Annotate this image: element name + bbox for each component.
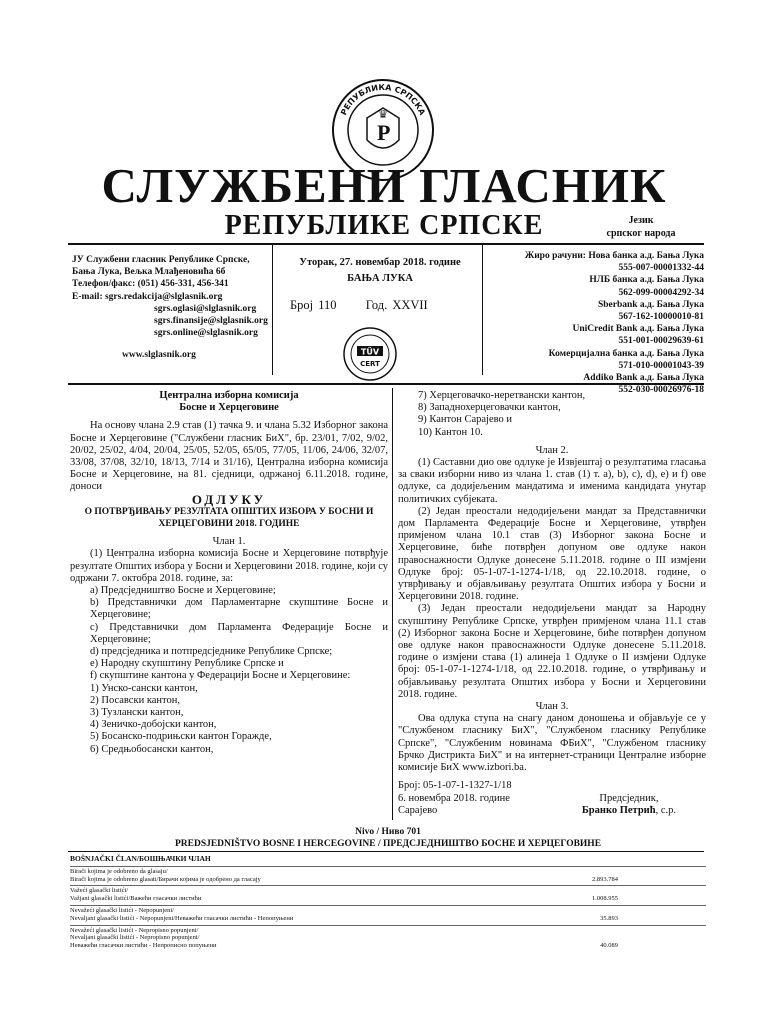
- canton-item: 9) Кантон Сарајево и: [418, 414, 512, 426]
- certification-logo: [342, 326, 398, 382]
- language-note: Језик српског народа: [606, 215, 676, 239]
- bank-accounts: Жиро рачуни: Нова банка а.д. Бања Лука 555-007-00001332-44 НЛБ банка а.д. Бања Лука 562-099-00004292-34 Sberbank а.д. Бања Лука 567-162-10000010-81 UniCredit Bank а.д. Бања Лука 551-001-00029639-61 Комерцијална банка а.д. Бања Лука 571-010-00001043-39 Addiko Bank а.д. Бања Лука 552-030-00026976-18: [524, 251, 704, 396]
- table-row: Važeći glasački listići/: [70, 885, 706, 895]
- authority-name: Централна изборна комисија: [159, 390, 299, 401]
- seal-text: РЕПУБЛИКА СРПСКА: [339, 82, 427, 117]
- document-number: Број: 05-1-07-1-1327-1/18: [398, 780, 512, 792]
- results-level: Nivo / Ниво 701: [355, 827, 421, 837]
- list-item: c) Представнички дом Парламента Федерације Босне и Херцеговине;: [90, 621, 388, 645]
- canton-item: 3) Тузлански кантон,: [90, 707, 184, 719]
- canton-item: 4) Зеничко-добојски кантон,: [90, 719, 217, 731]
- issue-date: Уторак, 27. новембар 2018. године: [299, 257, 461, 268]
- table-row: Birači kojima je odobreno glasati/Бирачи којима је одобрено да гласају 2.893.784: [70, 875, 618, 883]
- canton-item: 2) Посавски кантон,: [90, 694, 180, 706]
- results-title: PREDSJEDNIŠTVO BOSNE I HERCEGOVINE / ПРЕДСЈЕДНИШТВО БОСНЕ И ХЕРЦЕГОВИНЕ: [174, 838, 602, 849]
- issue-year: Год. XXVII: [365, 298, 428, 312]
- canton-item: 6) Средњобосански кантон,: [90, 743, 214, 755]
- results-section: BOŠNJAČKI ČLAN/БОШЊАЧКИ ЧЛАН: [70, 854, 211, 863]
- table-row: Birači kojima je odobreno da glasaju/: [70, 866, 706, 876]
- issue-number: Број 110: [290, 298, 337, 312]
- column-divider: [392, 388, 393, 820]
- table-row: Nevaljani glasački listići - Nepopunjeni/Неважећи гласачки листићи - Непопуњени 35.893: [70, 914, 618, 922]
- header-rule-bottom: [68, 383, 704, 385]
- gazette-title: СЛУЖБЕНИ ГЛАСНИК: [101, 158, 667, 213]
- right-column: 7) Херцеговачко-неретвански кантон, 8) Западнохерцеговачки кантон, 9) Кантон Сарајево и 10) Кантон 10. Члан 2. (1) Саставни дио ове одлуке је Извјештај о резултатима гласања за сваки изборни ниво из члана 1. став (1) т. а), b), c), d), е) и f) ове одлуке, са додијељеним мандатима и именима кандидата унутар политичких субјеката. (2) Један преостали недодијељени мандат за Представнички дом Парламента Федерације Босне и Херцеговине, утврђен примјеном члана 10.1 став (3) Изборног закона Босне и Херцеговине, биће потврђен допуном ове одлуке након правоснажности Одлуке донесене 5.11.2018. године о III измјени Одлуке број: 05-1-07-1-1274-1/18, од 22.10.2018. године, о утврђивању и објављивању резултата Општих избора у Босни и Херцеговини 2018. године. (3) Један преостали недодијељени мандат за Народну скупштину Републике Српске, утврђен примјеном члана 11.1 став (2) Изборног закона Босне и Херцеговине, биће потврђен допуном ове одлуке након правоснажности Одлуке донесене 5.11.2018. године о измјени става (1) алинеја 1 Одлуке о II измјени Одлуке број: 05-1-07-1-1274-1/18, од 22.10.2018. године, о утврђивању и објављивању резултата Општих избора у Босни и Херцеговини 2018. године. Члан 3. Ова одлука ступа на снагу даном доношења и објављује се у "Службеном гласнику БиХ", "Службеном гласнику Републике Српске", "Службеним новинама ФБиХ", "Службеном гласнику Брчко Дистрикта БиХ" и на интернет-страници Централне изборне комисије БиХ www.izbori.ba. Број: 05-1-07-1-1327-1/18 6. новембра 2018. године Сарајево Предсједник, Бранко Петрић, с.р.: [398, 390, 706, 816]
- list-item: b) Представнички дом Парламентарне скупштине Босне и Херцеговине;: [90, 597, 388, 621]
- table-row: Nevaljani glasački listići - Nepropisno popunjeni/: [70, 934, 200, 942]
- list-item: d) предсједника и потпредсједнике Републике Српске;: [90, 646, 333, 658]
- article-1-heading: Члан 1.: [212, 536, 246, 548]
- decision-title: О ПОТВРЂИВАЊУ РЕЗУЛТАТА ОПШТИХ ИЗБОРА У БОСНИ И ХЕРЦЕГОВИНИ 2018. ГОДИНЕ: [84, 506, 374, 530]
- list-item: а) Предсједништво Босне и Херцеговине;: [90, 585, 276, 597]
- results-header: [70, 827, 706, 850]
- issue-city: БАЊА ЛУКА: [347, 273, 413, 284]
- gazette-subtitle: РЕПУБЛИКЕ СРПСКЕ: [224, 210, 544, 241]
- signature-block: Број: 05-1-07-1-1327-1/18 6. новембра 2018. године Сарајево Предсједник, Бранко Петрић, с.р.: [398, 780, 676, 816]
- divider-right: [482, 244, 483, 375]
- table-row: Nevažeći glasački listići - Nepopunjeni/: [70, 905, 706, 915]
- issue-info: [282, 256, 478, 313]
- table-row: Nevažeći glasački listići - Nepropisno popunjeni/: [70, 925, 706, 935]
- divider-left: [272, 244, 273, 375]
- left-column: Централна изборна комисија Босне и Херцеговине На основу члана 2.9 став (1) тачка 9. и члана 5.32 Изборног закона Босне и Херцеговине ("Службени гласник БиХ", бр. 23/01, 7/02, 9/02, 20/02, 25/02, 4/04, 20/04, 25/05, 52/05, 65/05, 77/05, 11/06, 24/06, 32/07, 33/08, 37/08, 32/10, 18/13, 7/14 и 31/16), Централна изборна комисија Босне и Херцеговине, на 81. сједници, одржаној 6.11.2018. године, доноси ОДЛУКУ О ПОТВРЂИВАЊУ РЕЗУЛТАТА ОПШТИХ ИЗБОРА У БОСНИ И ХЕРЦЕГОВИНИ 2018. ГОДИНЕ Члан 1. (1) Централна изборна комисија Босне и Херцеговине потврђује резултате Општих избора у Босни и Херцеговини 2018. године, који су одржани 7. октобра 2018. године, за: а) Предсједништво Босне и Херцеговине; b) Представнички дом Парламентарне скупштине Босне и Херцеговине; c) Представнички дом Парламента Федерације Босне и Херцеговине; d) предсједника и потпредсједнике Републике Српске; е) Народну скупштину Републике Српске и f) скупштине кантона у Федерацији Босне и Херцеговине: 1) Унско-сански кантон, 2) Посавски кантон, 3) Тузлански кантон, 4) Зеничко-добојски кантон, 5) Босанско-подрињски кантон Горажде, 6) Средњобосански кантон,: [70, 390, 388, 755]
- results-rule: [68, 851, 704, 852]
- canton-item: 8) Западнохерцеговачки кантон,: [418, 402, 561, 414]
- list-item: е) Народну скупштину Републике Српске и: [90, 658, 284, 670]
- website-link[interactable]: www.slglasnik.org: [122, 350, 196, 361]
- canton-item: 5) Босанско-подрињски кантон Горажде,: [90, 731, 272, 743]
- svg-text:♛: ♛: [378, 109, 388, 121]
- cert-text: TÜV: [360, 347, 380, 357]
- results-table: [70, 855, 706, 950]
- list-item: f) скупштине кантона у Федерацији Босне и Херцеговине:: [90, 670, 351, 682]
- decision-word: ОДЛУКУ: [191, 491, 267, 507]
- publisher-info: ЈУ Службени гласник Републике Српске, Бања Лука, Вељка Млађеновића 6б Телефон/факс: (051) 456-331, 456-341 E-mail: sgrs.redakcija@slglasnik.org sgrs.oglasi@slglasnik.org sgrs.finansije@slglasnik.org sgrs.online@slglasnik.org www.slglasnik.org: [72, 255, 268, 361]
- canton-item: 7) Херцеговачко-неретвански кантон,: [418, 390, 586, 401]
- cert-text-2: CERT: [360, 360, 380, 368]
- preamble: На основу члана 2.9 став (1) тачка 9. и члана 5.32 Изборног закона Босне и Херцеговине ("Службени гласник БиХ", бр. 23/01, 7/02, 9/02, 20/02, 25/02, 4/04, 20/04, 25/05, 52/05, 65/05, 77/05, 11/06, 24/06, 32/07, 33/08, 37/08, 32/10, 18/13, 7/14 и 31/16), Централна изборна комисија Босне и Херцеговине, на 81. сједници, одржаној 6.11.2018. године, доноси: [70, 420, 388, 493]
- table-row: Неважећи гласачки листићи - Непрописно попуњени 40.089: [70, 942, 618, 950]
- canton-item: 10) Кантон 10.: [418, 426, 483, 438]
- svg-text:Р: Р: [377, 120, 391, 145]
- table-row: Važjani glasački listići/Важећи гласачки листићи 1.008.955: [70, 895, 618, 903]
- signatory-name: Бранко Петрић: [581, 804, 656, 816]
- article-2-heading: Члан 2.: [535, 444, 569, 456]
- article-3-heading: Члан 3.: [535, 701, 569, 713]
- canton-item: 1) Унско-сански кантон,: [90, 682, 198, 694]
- header-rule-top: [68, 243, 704, 245]
